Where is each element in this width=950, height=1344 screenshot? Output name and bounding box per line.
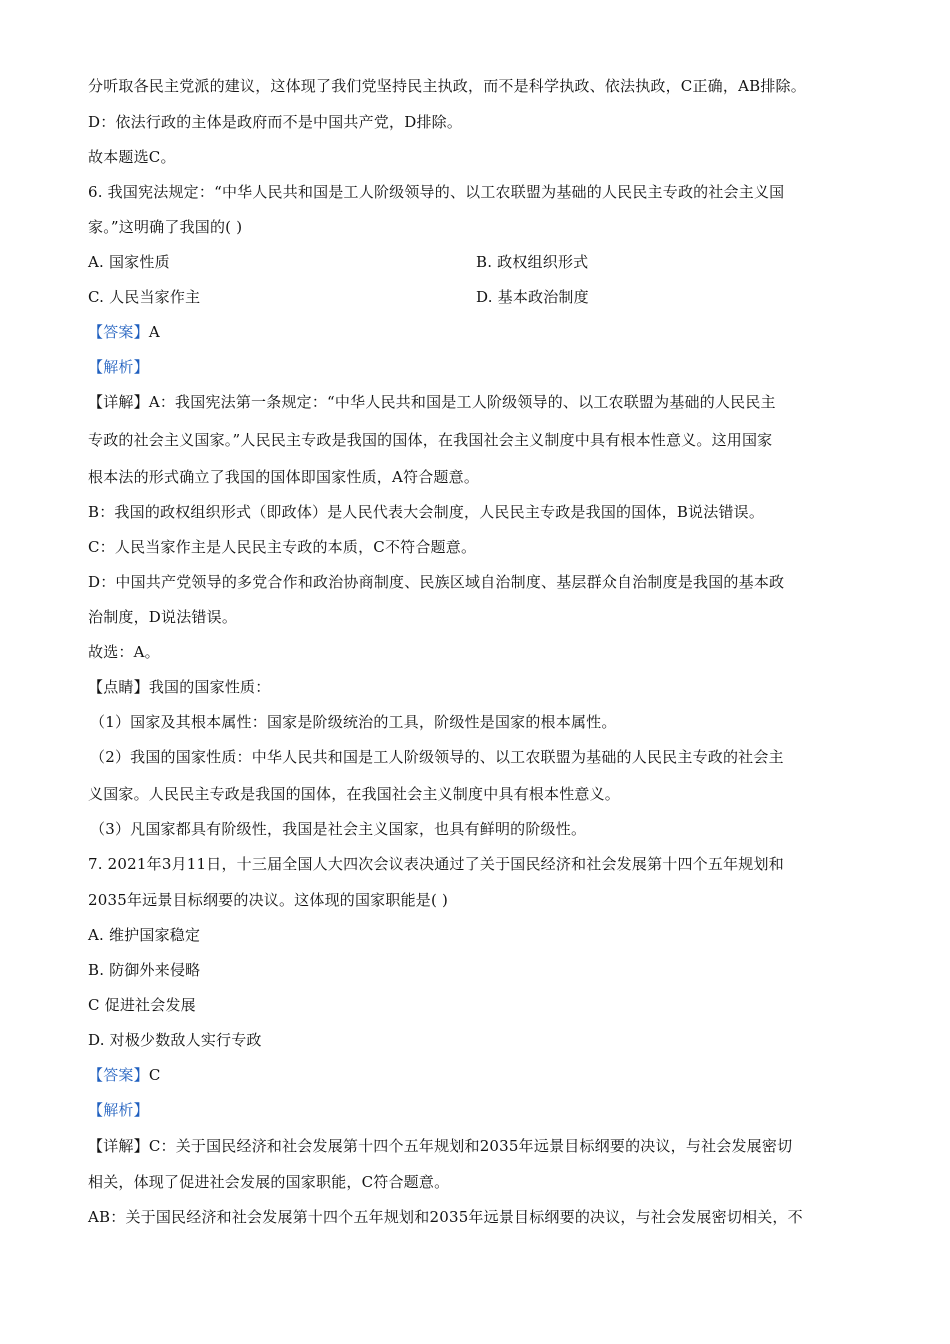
answer-value: A [148, 323, 160, 341]
answer-tag: 【答案】 [88, 1066, 149, 1084]
question-6-stem: 家。”这明确了我国的( ) [88, 218, 243, 236]
q7-analysis-heading [88, 1100, 149, 1120]
analysis-tag: 【解析】 [88, 1101, 149, 1119]
text-line: 根本法的形式确立了我国的国体即国家性质，A符合题意。 [88, 468, 480, 486]
text-line: 义国家。人民民主专政是我国的国体，在我国社会主义制度中具有根本性意义。 [88, 785, 621, 803]
q7-detail [88, 1136, 792, 1156]
text-line: 治制度，D说法错误。 [88, 608, 238, 626]
text-line: C：人民当家作主是人民民主专政的本质，C不符合题意。 [88, 538, 477, 556]
point-tag: 【点睛】 [88, 678, 149, 696]
q7-option-a: A. 维护国家稳定 [88, 926, 201, 944]
question-7-stem: 2035年远景目标纲要的决议。这体现的国家职能是( ) [88, 891, 449, 909]
q6-option-a: A. 国家性质 [88, 253, 170, 271]
detail-tag: 【详解】 [88, 1137, 149, 1155]
text-line: 故选：A。 [88, 643, 160, 661]
q6-option-c: C. 人民当家作主 [88, 288, 201, 306]
q7-option-c: C 促进社会发展 [88, 996, 196, 1014]
text-line: （3）凡国家都具有阶级性，我国是社会主义国家，也具有鲜明的阶级性。 [90, 820, 587, 838]
text-line: 专政的社会主义国家。”人民民主专政是我国的国体，在我国社会主义制度中具有根本性意义。这用国家 [88, 431, 773, 449]
question-6-stem: 6. 我国宪法规定：“中华人民共和国是工人阶级领导的、以工农联盟为基础的人民民主专政的社会主义国 [88, 183, 785, 201]
text-line: D：依法行政的主体是政府而不是中国共产党，D排除。 [88, 113, 463, 131]
q6-analysis-heading [88, 357, 149, 377]
q6-option-b: B. 政权组织形式 [476, 253, 589, 271]
detail-tag: 【详解】 [88, 393, 149, 411]
q6-answer [88, 322, 160, 342]
q7-answer [88, 1065, 161, 1085]
q7-option-d: D. 对极少数敌人实行专政 [88, 1031, 262, 1049]
text-line: AB：关于国民经济和社会发展第十四个五年规划和2035年远景目标纲要的决议，与社会发展密切相关，不 [88, 1208, 803, 1226]
text-line: 故本题选C。 [88, 148, 176, 166]
q6-detail [88, 392, 776, 412]
answer-tag: 【答案】 [88, 323, 149, 341]
text-line: D：中国共产党领导的多党合作和政治协商制度、民族区域自治制度、基层群众自治制度是我国的基本政 [88, 573, 785, 591]
text-line: B：我国的政权组织形式（即政体）是人民代表大会制度，人民民主专政是我国的国体，B说法错误。 [88, 503, 765, 521]
detail-text: C：关于国民经济和社会发展第十四个五年规划和2035年远景目标纲要的决议，与社会发展密切 [148, 1137, 793, 1155]
text-line: 分听取各民主党派的建议，这体现了我们党坚持民主执政，而不是科学执政、依法执政，C正确，AB排除。 [88, 77, 806, 95]
text-line: （1）国家及其根本属性：国家是阶级统治的工具，阶级性是国家的根本属性。 [90, 713, 617, 731]
q6-point [88, 677, 270, 697]
text-line: 相关，体现了促进社会发展的国家职能，C符合题意。 [88, 1173, 450, 1191]
analysis-tag: 【解析】 [88, 358, 149, 376]
detail-text: A：我国宪法第一条规定：“中华人民共和国是工人阶级领导的、以工农联盟为基础的人民民主 [148, 393, 776, 411]
answer-value: C [148, 1066, 161, 1084]
q6-option-d: D. 基本政治制度 [476, 288, 589, 306]
question-7-stem: 7. 2021年3月11日，十三届全国人大四次会议表决通过了关于国民经济和社会发展第十四个五年规划和 [88, 855, 784, 873]
point-text: 我国的国家性质： [148, 678, 271, 696]
text-line: （2）我国的国家性质：中华人民共和国是工人阶级领导的、以工农联盟为基础的人民民主专政的社会主 [90, 748, 784, 766]
q7-option-b: B. 防御外来侵略 [88, 961, 201, 979]
